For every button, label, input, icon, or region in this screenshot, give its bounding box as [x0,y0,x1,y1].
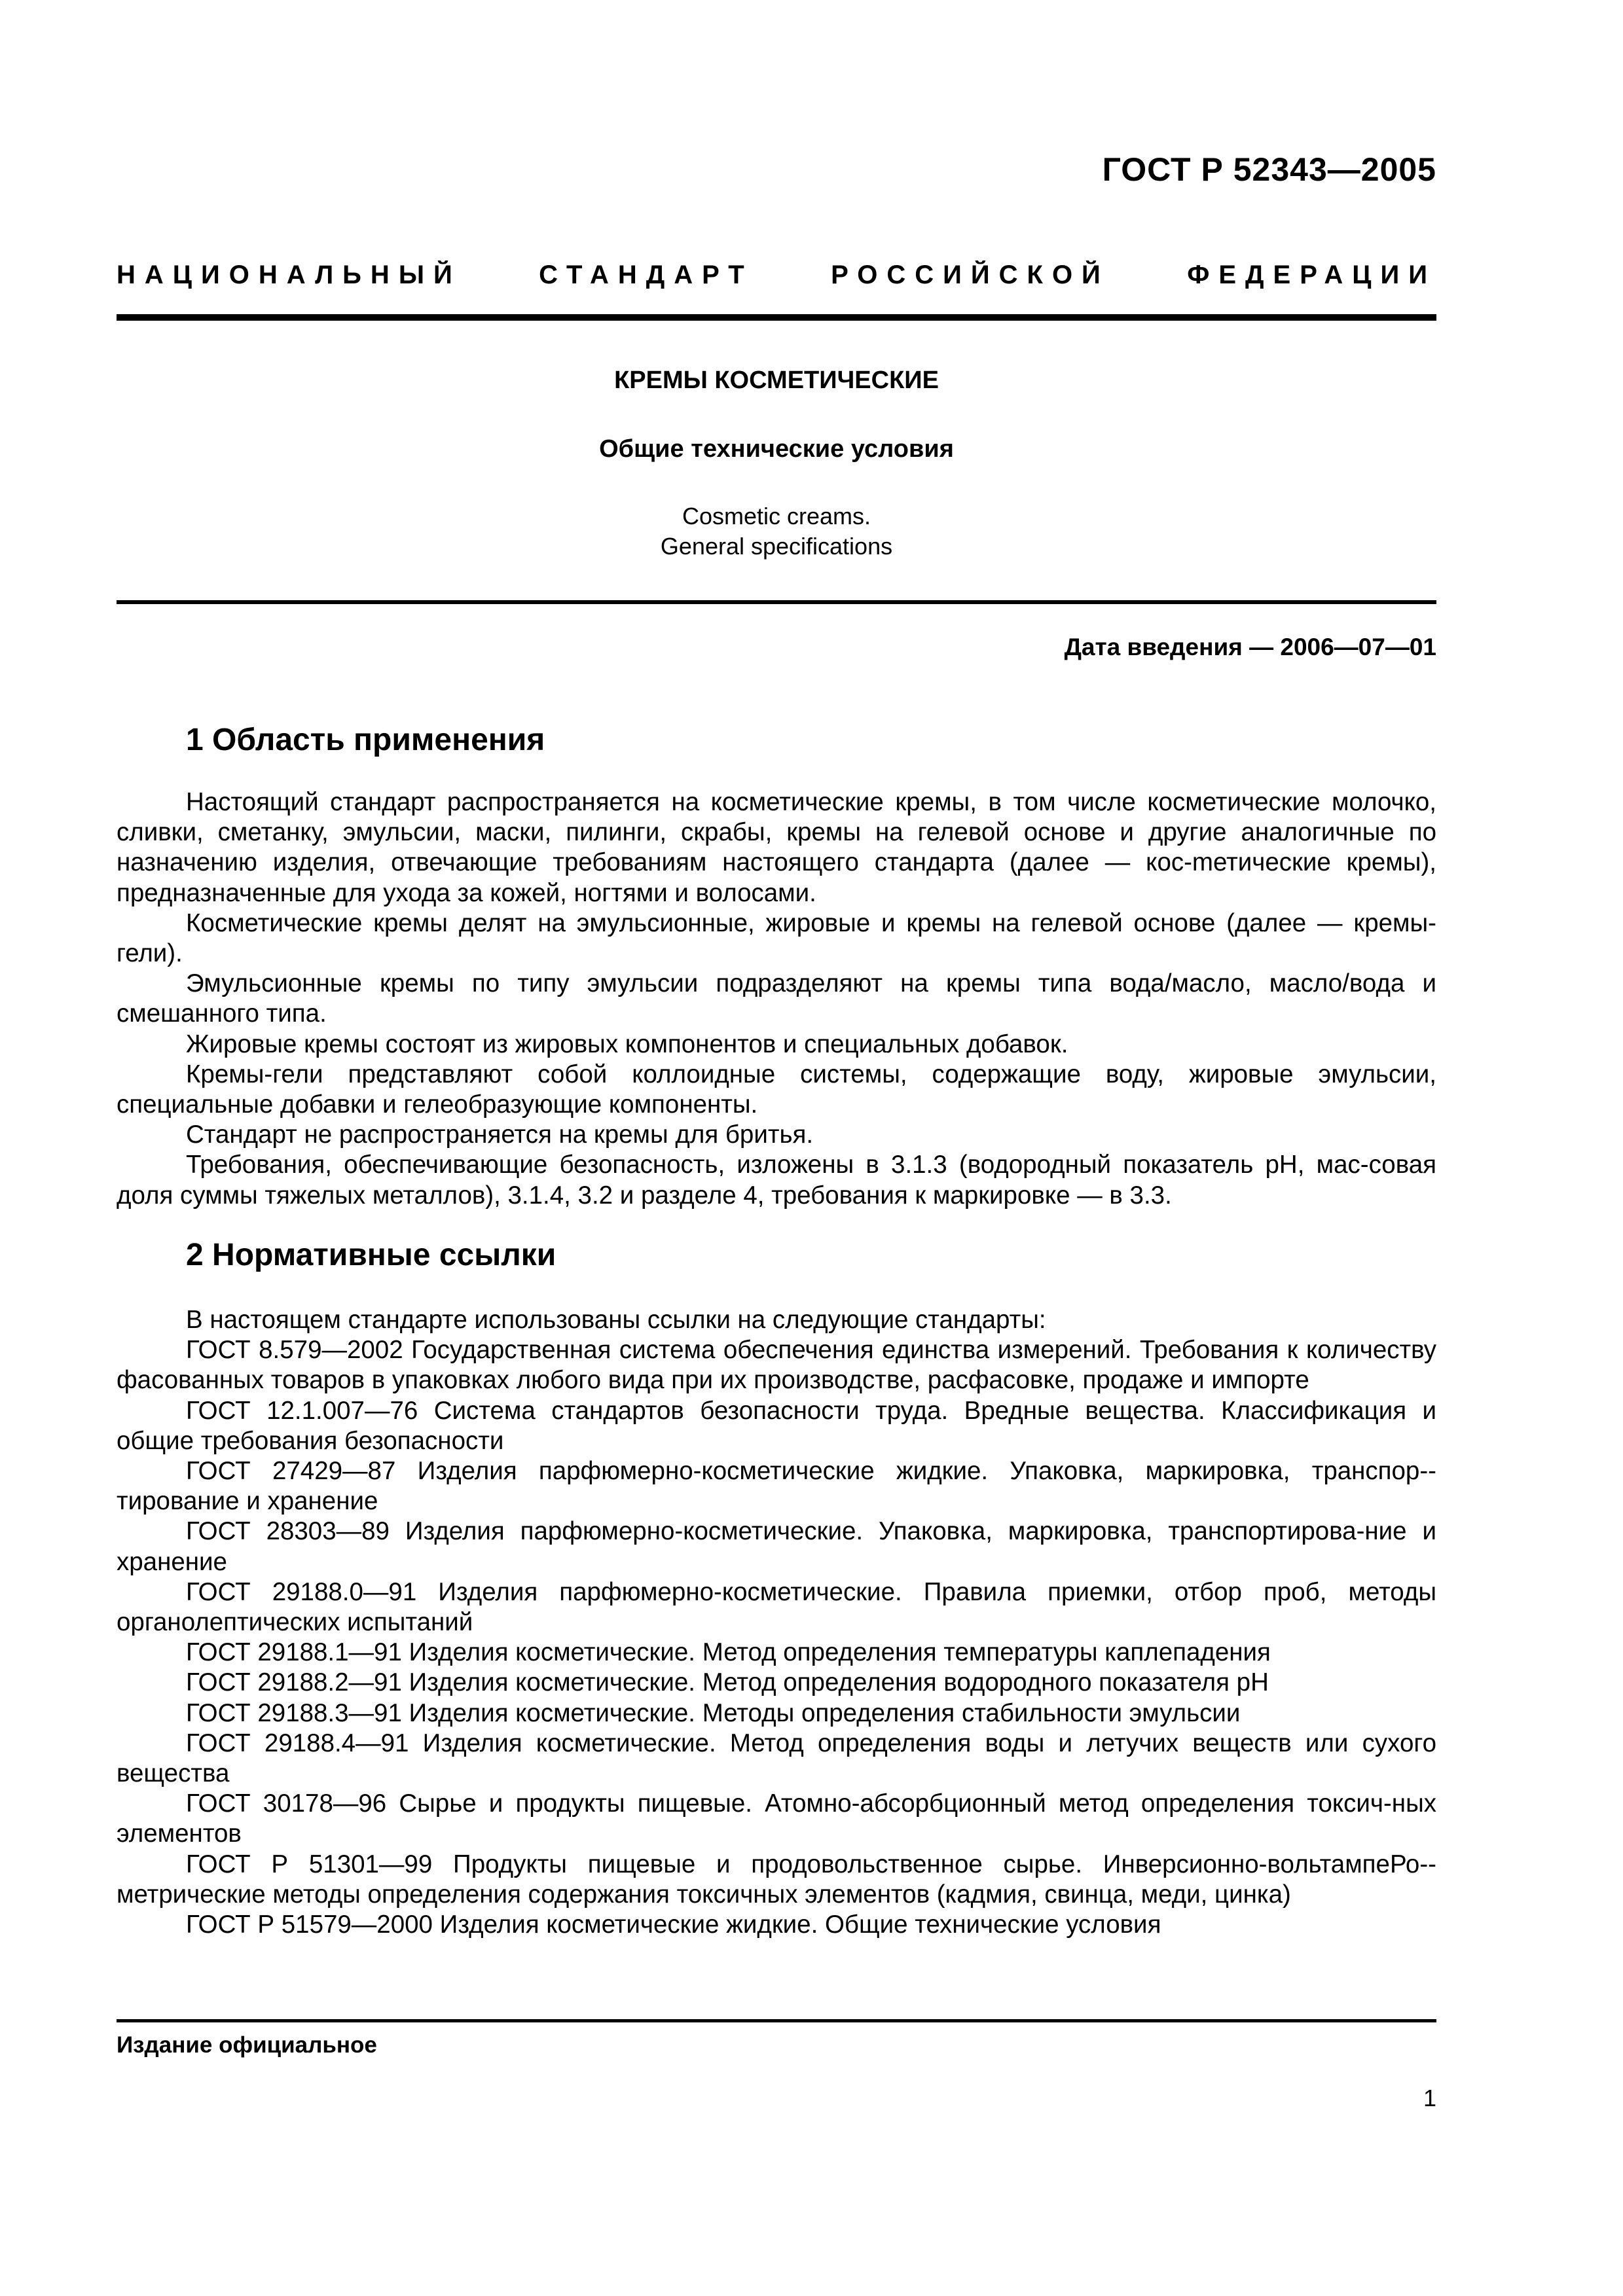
header-divider [117,314,1436,321]
paragraph: Стандарт не распространяется на кремы для бритья. [186,1121,814,1149]
reference-item: ГОСТ 29188.1—91 Изделия косметические. Метод определения температуры каплепадения [186,1638,1271,1667]
reference-item: ГОСТ 29188.2—91 Изделия косметические. Метод определения водородного показателя рН [186,1668,1269,1697]
paragraph: Кремы-гели представляют собой коллоидные системы, содержащие воду, жировые эмульсии, специальные добавки и гелеобразующие компоненты. [117,1060,1436,1119]
reference-item: ГОСТ 29188.3—91 Изделия косметические. Методы определения стабильности эмульсии [186,1698,1241,1727]
paragraph: Требования, обеспечивающие безопасность, изложены в 3.1.3 (водородный показатель рН, мас-совая доля суммы тяжелых металлов), 3.1.4, 3.2 и разделе 4, требования к маркировке — в 3.3. [117,1151,1436,1210]
introduction-date: Дата введения — 2006—07—01 [1064,634,1436,660]
paragraph: В настоящем стандарте использованы ссылки на следующие стандарты: [186,1306,1046,1334]
document-number: ГОСТ Р 52343—2005 [1102,151,1436,188]
footer-divider [117,2019,1436,2022]
section-2-heading: 2 Нормативные ссылки [186,1238,556,1272]
reference-item: ГОСТ 30178—96 Сырье и продукты пищевые. Атомно-абсорбционный метод определения токсич-ных элементов [117,1789,1436,1848]
english-title-line-2: General specifications [660,533,893,560]
reference-item: ГОСТ 28303—89 Изделия парфюмерно-косметические. Упаковка, маркировка, транспортирова-ние и хранение [117,1517,1436,1576]
official-edition-label: Издание официальное [117,2032,377,2058]
section-1-body [117,787,1436,1211]
reference-item: ГОСТ 29188.0—91 Изделия парфюмерно-косметические. Правила приемки, отбор проб, методы органолептических испытаний [117,1577,1436,1637]
reference-item: ГОСТ 8.579—2002 Государственная система обеспечения единства измерений. Требования к количеству фасованных товаров в упаковках любого вида при их производстве, расфасовке, продаже и импорте [117,1336,1436,1395]
english-title [117,501,1436,562]
document-title: КРЕМЫ КОСМЕТИЧЕСКИЕ [614,367,939,394]
national-standard-banner: НАЦИОНАЛЬНЫЙ СТАНДАРТ РОССИЙСКОЙ ФЕДЕРАЦИИ [117,260,1436,289]
document-subtitle: Общие технические условия [599,435,954,463]
paragraph: Эмульсионные кремы по типу эмульсии подразделяют на кремы типа вода/масло, масло/вода и смешанного типа. [117,969,1436,1028]
english-title-line-1: Cosmetic creams. [682,503,871,529]
document-page [117,0,1436,2296]
reference-item: ГОСТ Р 51301—99 Продукты пищевые и продовольственное сырье. Инверсионно-вольтампеРо-метрические методы определения содержания токсичных элементов (кадмия, свинца, меди, цинка) [117,1850,1436,1909]
paragraph: Косметические кремы делят на эмульсионные, жировые и кремы на гелевой основе (далее — кремы-гели). [117,908,1436,968]
reference-item: ГОСТ 29188.4—91 Изделия косметические. Метод определения воды и летучих веществ или сухого вещества [117,1729,1436,1788]
title-divider [117,600,1436,604]
section-2-body [117,1305,1436,1940]
section-1-heading: 1 Область применения [186,723,545,757]
reference-item: ГОСТ 12.1.007—76 Система стандартов безопасности труда. Вредные вещества. Классификация и общие требования безопасности [117,1396,1436,1455]
reference-item: ГОСТ Р 51579—2000 Изделия косметические жидкие. Общие технические условия [186,1910,1161,1939]
reference-item: ГОСТ 27429—87 Изделия парфюмерно-косметические жидкие. Упаковка, маркировка, транспор-тирование и хранение [117,1457,1436,1516]
paragraph: Настоящий стандарт распространяется на косметические кремы, в том числе косметические молочко, сливки, сметанку, эмульсии, маски, пилинги, скрабы, кремы на гелевой основе и другие аналогичные по назначению изделия, отвечающие требованиям настоящего стандарта (далее — кос-mетические кремы), предназначенные для ухода за кожей, ногтями и волосами. [117,788,1436,907]
page-number: 1 [1423,2085,1436,2111]
paragraph: Жировые кремы состоят из жировых компонентов и специальных добавок. [186,1030,1068,1058]
